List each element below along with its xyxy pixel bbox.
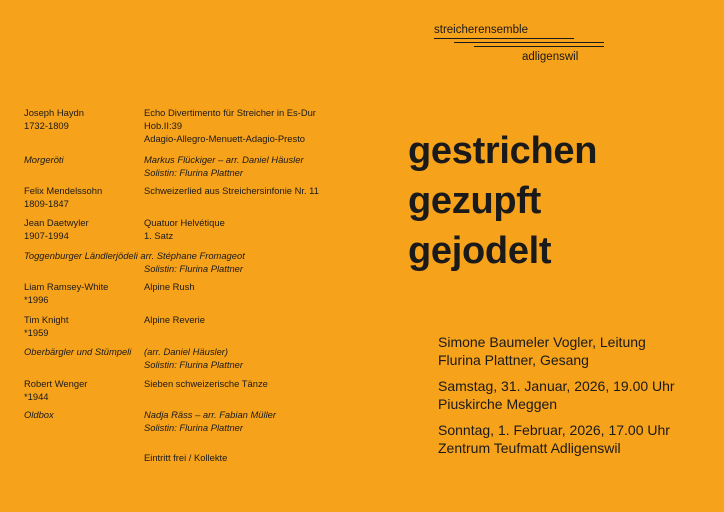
composer-dates: *1996 xyxy=(24,294,49,305)
logo-text-bottom: adligenswil xyxy=(522,51,579,63)
ensemble-logo xyxy=(434,24,614,64)
composer xyxy=(24,313,144,339)
conductor: Simone Baumeler Vogler, Leitung xyxy=(438,334,646,350)
headline-line: gestrichen xyxy=(408,130,598,172)
composer xyxy=(24,377,144,403)
program-entry xyxy=(24,249,374,275)
work xyxy=(144,184,374,197)
date-time: Samstag, 31. Januar, 2026, 19.00 Uhr xyxy=(438,378,675,394)
concert-date-1 xyxy=(438,377,675,413)
composer-dates: *1944 xyxy=(24,391,49,402)
composer xyxy=(24,106,144,132)
composer-dates: 1907-1994 xyxy=(24,230,69,241)
performers xyxy=(438,333,675,369)
composer-name: Felix Mendelssohn xyxy=(24,185,103,196)
concert-info xyxy=(438,333,675,465)
date-time: Sonntag, 1. Februar, 2026, 17.00 Uhr xyxy=(438,422,670,438)
composer-name: Robert Wenger xyxy=(24,378,88,389)
venue: Piuskirche Meggen xyxy=(438,396,558,412)
logo-text-top: streicherensemble xyxy=(434,24,528,36)
headline-line: gezupft xyxy=(408,180,541,222)
admission-note: Eintritt frei / Kollekte xyxy=(144,452,228,463)
work-title: Echo Divertimento für Streicher in Es-Dur xyxy=(144,107,316,118)
composer xyxy=(24,153,144,166)
work-line: Nadja Räss – arr. Fabian Müller xyxy=(144,409,276,420)
composer-name: Tim Knight xyxy=(24,314,69,325)
piece-title: Morgeröti xyxy=(24,154,64,165)
soloist: Solistin: Flurina Plattner xyxy=(144,263,244,274)
composer-name: Joseph Haydn xyxy=(24,107,84,118)
composer xyxy=(24,184,144,210)
composer-dates: *1959 xyxy=(24,327,49,338)
work-line: Adagio-Allegro-Menuett-Adagio-Presto xyxy=(144,133,306,144)
logo-line xyxy=(454,42,604,43)
soloist: Solistin: Flurina Plattner xyxy=(144,167,244,178)
soloist: Solistin: Flurina Plattner xyxy=(144,422,244,433)
work-line: 1. Satz xyxy=(144,230,174,241)
work xyxy=(144,313,374,326)
work xyxy=(144,408,374,434)
piece-title: Toggenburger Ländlerjödeli arr. Stéphane Fromageot xyxy=(24,250,245,261)
piece-title: Oldbox xyxy=(24,409,54,420)
work xyxy=(144,377,374,390)
work-title: Sieben schweizerische Tänze xyxy=(144,378,268,389)
work-title: Quatuor Helvétique xyxy=(144,217,225,228)
composer xyxy=(24,408,144,421)
work xyxy=(144,216,374,242)
composer xyxy=(24,280,144,306)
concert-date-2 xyxy=(438,421,675,457)
work-line: Hob.II:39 xyxy=(144,120,183,131)
work xyxy=(144,106,374,145)
headline-line: gejodelt xyxy=(408,230,552,272)
work-title: Alpine Reverie xyxy=(144,314,205,325)
composer xyxy=(24,345,144,358)
composer-name: Liam Ramsey-White xyxy=(24,281,109,292)
soloist: Solistin: Flurina Plattner xyxy=(144,359,244,370)
piece-title: Oberbärgler und Stümpeli xyxy=(24,346,132,357)
work-title: Schweizerlied aus Streichersinfonie Nr. 11 xyxy=(144,185,319,196)
work-line: (arr. Daniel Häusler) xyxy=(144,346,229,357)
work xyxy=(144,280,374,293)
work xyxy=(144,345,374,371)
composer xyxy=(24,216,144,242)
composer-name: Jean Daetwyler xyxy=(24,217,89,228)
headline xyxy=(408,126,597,276)
work-line: Markus Flückiger – arr. Daniel Häusler xyxy=(144,154,304,165)
composer-dates: 1732-1809 xyxy=(24,120,69,131)
venue: Zentrum Teufmatt Adligenswil xyxy=(438,440,621,456)
logo-line xyxy=(474,46,604,47)
composer-dates: 1809-1847 xyxy=(24,198,69,209)
logo-line xyxy=(434,38,574,39)
vocalist: Flurina Plattner, Gesang xyxy=(438,352,589,368)
work xyxy=(144,153,374,179)
work-title: Alpine Rush xyxy=(144,281,195,292)
